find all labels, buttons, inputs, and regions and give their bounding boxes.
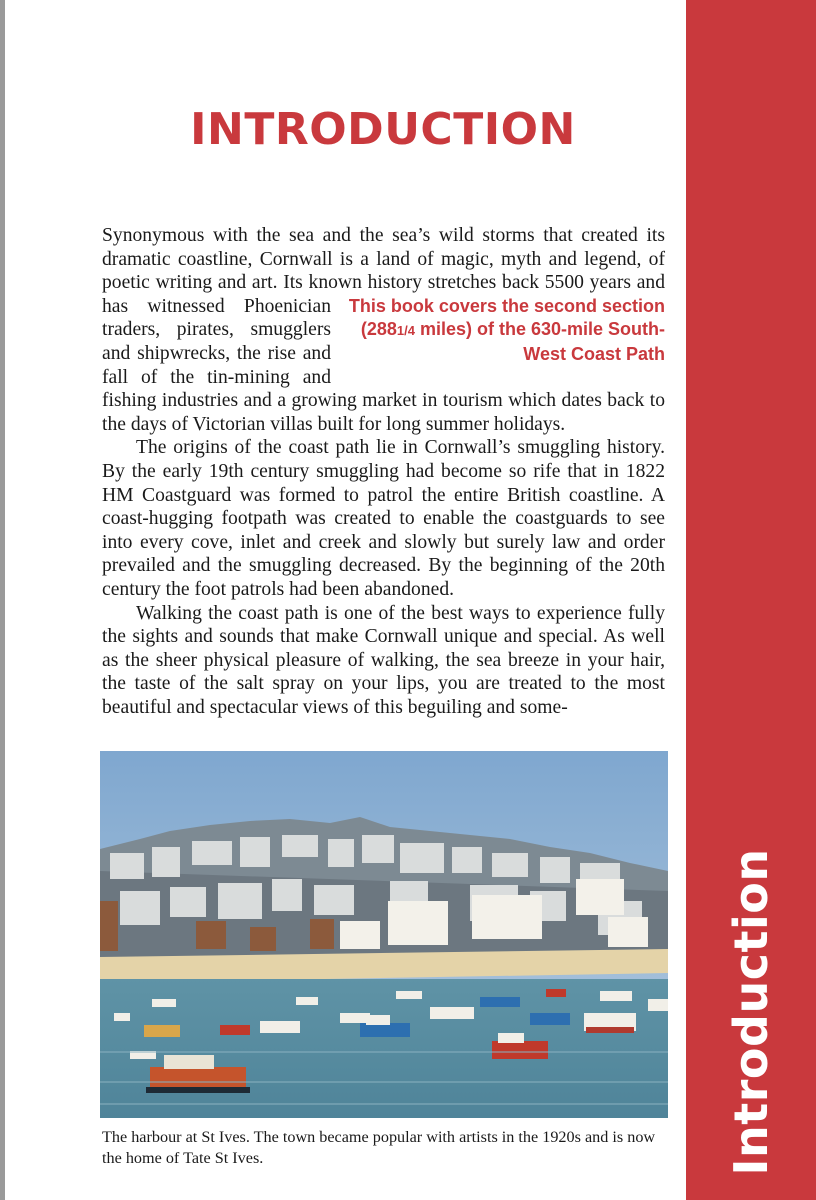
photo-caption: The harbour at St Ives. The town became popular with artists in the 1920s and is now the home of Tate St Ives. xyxy=(102,1128,656,1167)
pull-quote-before: This book covers the second section (288 xyxy=(348,295,665,340)
pull-quote-after: miles) of the 630-mile South-West Coast Path xyxy=(414,319,665,364)
pull-quote-fraction: 1/4 xyxy=(396,323,415,339)
page-edge-rule xyxy=(0,0,5,1200)
chapter-side-tab: Introduction xyxy=(724,848,778,1176)
body-text xyxy=(102,224,665,719)
paragraph-1-rest: and has witnessed Phoenician traders, pirates, smugglers and shipwrecks, the rise and fall of the tin-mining and fishing industries and a growing market in tourism which dates back to the days of Victorian villas built for long summer holidays. xyxy=(102,272,665,435)
page-title: INTRODUCTION xyxy=(190,104,576,155)
pull-quote xyxy=(345,295,665,367)
paragraph-1-opening: Synonymous with the sea and the sea’s wild storms that created its dramatic coastline, Cornwall is a land of magic, myth and legend, of poetic writing and art. Its known history stretches back 5500 years xyxy=(102,225,665,294)
paragraph-2: The origins of the coast path lie in Cornwall’s smuggling history. By the early 19th century smuggling had become so rife that in 1822 HM Coastguard was formed to patrol the entire British coastline. A coast-hugging footpath was created to enable the coastguards to see into every cove, inlet and creek and slowly but surely law and order prevailed and the smuggling decreased. By the beginning of the 20th century the foot patrols had been abandoned. xyxy=(102,437,665,600)
st-ives-harbour-photo xyxy=(100,751,668,1118)
paragraph-1 xyxy=(102,224,665,436)
paragraph-3: Walking the coast path is one of the best ways to experience fully the sights and sounds that make Cornwall unique and special. As well as the sheer physical pleasure of walking, the sea breeze in your hair, the taste of the salt spray on your lips, you are treated to the most beautiful and spectacular views of this beguiling and some- xyxy=(102,602,665,718)
